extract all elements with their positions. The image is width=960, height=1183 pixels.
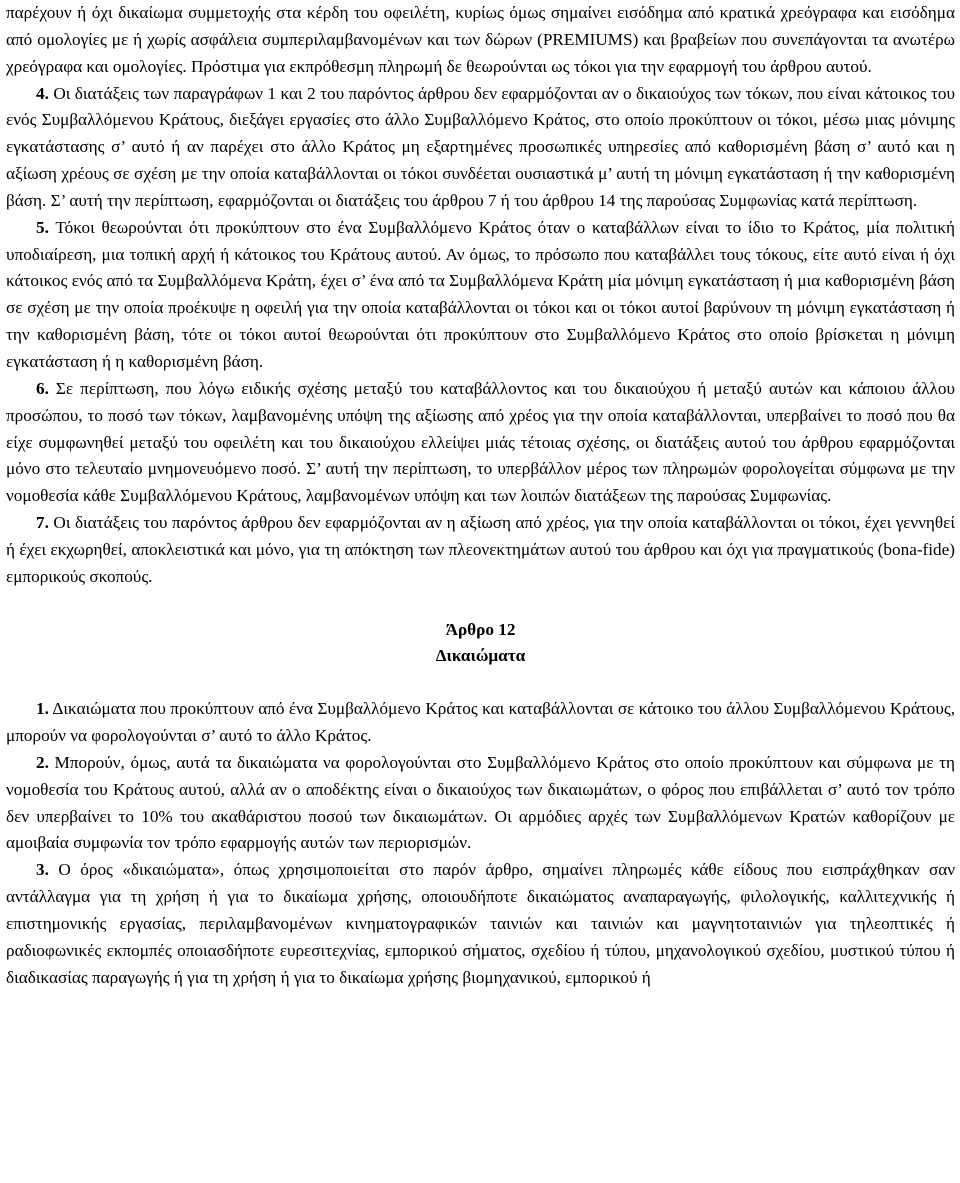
paragraph-number: 7. bbox=[36, 513, 49, 533]
article-subtitle: Δικαιώματα bbox=[435, 646, 526, 666]
paragraph-text: Μπορούν, όμως, αυτά τα δικαιώματα να φορολογούνται στο Συμβαλλόμενο Κράτος στο οποίο προκύπτουν και σύμφωνα με τη νομοθεσία του Κράτους αυτού, αλλά αν ο αποδέκτης είναι ο δικαιούχος των δικαιωμάτων, ο φόρος που επιβάλλεται σ’ αυτό τον τρόπο δεν υπερβαίνει το 10% του ακαθάριστου ποσού των δικαιωμάτων. Οι αρμόδιες αρχές των Συμβαλλόμενων Κρατών καθορίζουν με αμοιβαία συμφωνία τον τρόπο εφαρμογής αυτών των περιορισμών. bbox=[6, 752, 955, 853]
paragraph-text: Οι διατάξεις των παραγράφων 1 και 2 του παρόντος άρθρου δεν εφαρμόζονται αν ο δικαιούχος των τόκων, που είναι κάτοικος του ενός Συμβαλλόμενου Κράτους, διεξάγει εργασίες στο άλλο Συμβαλλόμενο Κράτος, στο οποίο προκύπτουν οι τόκοι, μέσω μιας μόνιμης εγκατάστασης σ’ αυτό ή αν παρέχει στο άλλο Κράτος μη εξαρτημένες προσωπικές υπηρεσίες από καθορισμένη βάση σ’ αυτό και η αξίωση χρέους σε σχέση με την οποία καταβάλλονται οι τόκοι συνδέεται ουσιαστικά μ’ αυτή τη μόνιμη εγκατάσταση ή την καθορισμένη βάση. Σ’ αυτή την περίπτωση, εφαρμόζονται οι διατάξεις του άρθρου 7 ή του άρθρου 14 της παρούσας Συμφωνίας κατά περίπτωση. bbox=[6, 83, 955, 210]
paragraph-number: 2. bbox=[36, 752, 49, 772]
paragraph-continuation bbox=[6, 0, 955, 81]
paragraph-number: 5. bbox=[36, 217, 49, 237]
paragraph-text: παρέχουν ή όχι δικαίωμα συμμετοχής στα κέρδη του οφειλέτη, κυρίως όμως σημαίνει εισόδημα από κρατικά χρεόγραφα και εισόδημα από ομολογίες με ή χωρίς ασφάλεια συμπεριλαμβανομένων και των δώρων (PREMIUMS) και βραβείων που συνεπάγονται τα ανωτέρω χρεόγραφα και ομολογίες. Πρόστιμα για εκπρόθεσμη πληρωμή δε θεωρούνται ως τόκοι για την εφαρμογή του άρθρου αυτού. bbox=[6, 3, 955, 76]
article-title: Άρθρο 12 bbox=[445, 619, 516, 639]
paragraph-6 bbox=[6, 376, 955, 510]
paragraph-4 bbox=[6, 81, 955, 215]
paragraph-text: Οι διατάξεις του παρόντος άρθρου δεν εφαρμόζονται αν η αξίωση από χρέος, για την οποία καταβάλλονται οι τόκοι, έχει γεννηθεί ή έχει εκχωρηθεί, αποκλειστικά και μόνο, για τη απόκτηση των πλεονεκτημάτων αυτού του άρθρου και όχι για πραγματικούς (bona-fide) εμπορικούς σκοπούς. bbox=[6, 513, 955, 586]
paragraph-text: Τόκοι θεωρούνται ότι προκύπτουν στο ένα Συμβαλλόμενο Κράτος όταν ο καταβάλλων είναι το ίδιο το Κράτος, μία πολιτική υποδιαίρεση, μια τοπική αρχή ή κάτοικος του Κράτους αυτού. Αν όμως, το πρόσωπο που καταβάλλει τους τόκους, είτε αυτό είναι ή όχι κάτοικος ενός από τα Συμβαλλόμενα Κράτη, έχει σ’ ένα από τα Συμβαλλόμενα Κράτη μία μόνιμη εγκατάσταση ή μια καθορισμένη βάση σε σχέση με την οποία προέκυψε η οφειλή για την οποία καταβάλλονται οι τόκοι και οι τόκοι αυτοί βαρύνουν τη μόνιμη εγκατάσταση ή την καθορισμένη βάση, τότε οι τόκοι αυτοί θεωρούνται ότι προκύπτουν στο Συμβαλλόμενο Κράτος στο οποίο βρίσκεται η μόνιμη εγκατάσταση ή η καθορισμένη βάση. bbox=[6, 217, 955, 371]
paragraph-text: Δικαιώματα που προκύπτουν από ένα Συμβαλλόμενο Κράτος και καταβάλλονται σε κάτοικο του άλλου Συμβαλλόμενου Κράτους, μπορούν να φορολογούνται σ’ αυτό το άλλο Κράτος. bbox=[6, 699, 955, 746]
paragraph-5 bbox=[6, 215, 955, 376]
article-paragraph-3 bbox=[6, 857, 955, 991]
paragraph-7 bbox=[6, 510, 955, 591]
paragraph-number: 6. bbox=[36, 378, 49, 398]
article-paragraph-2 bbox=[6, 750, 955, 857]
article-paragraph-1 bbox=[6, 696, 955, 750]
paragraph-number: 4. bbox=[36, 83, 49, 103]
paragraph-number: 3. bbox=[36, 860, 49, 880]
paragraph-number: 1. bbox=[36, 699, 49, 719]
paragraph-text: Σε περίπτωση, που λόγω ειδικής σχέσης μεταξύ του καταβάλλοντος και του δικαιούχου ή μεταξύ αυτών και κάποιου άλλου προσώπου, το ποσό των τόκων, λαμβανομένης υπόψη της αξίωσης από χρέος για την οποία καταβάλλονται, υπερβαίνει το ποσό που θα είχε συμφωνηθεί μεταξύ του οφειλέτη και του δικαιούχου ελλείψει μιάς τέτοιας σχέσης, οι διατάξεις αυτού του άρθρου εφαρμόζονται μόνο στο τελευταίο μνημονευόμενο ποσό. Σ’ αυτή την περίπτωση, το υπερβάλλον μέρος των πληρωμών φορολογείται σύμφωνα με την νομοθεσία κάθε Συμβαλλόμενου Κράτους, λαμβανομένων υπόψη και των λοιπών διατάξεων της παρούσας Συμφωνίας. bbox=[6, 378, 955, 506]
paragraph-text: Ο όρος «δικαιώματα», όπως χρησιμοποιείται στο παρόν άρθρο, σημαίνει πληρωμές κάθε είδους που εισπράχθηκαν σαν αντάλλαγμα για τη χρήση ή για το δικαίωμα χρήσης, οποιουδήποτε δικαιώματος αναπαραγωγής, φιλολογικής, καλλιτεχνικής ή επιστημονικής εργασίας, περιλαμβανομένων κινηματογραφικών ταινιών και ταινιών και μαγνητοταινιών για τηλεοπτικές ή ραδιοφωνικές εκπομπές οποιασδήποτε ευρεσιτεχνίας, εμπορικού σήματος, σχεδίου ή τύπου, μηχανολογικού σχεδίου, μυστικού τύπου ή διαδικασίας παραγωγής ή για τη χρήση ή για το δικαίωμα χρήσης βιομηχανικού, εμπορικού ή bbox=[6, 860, 955, 987]
